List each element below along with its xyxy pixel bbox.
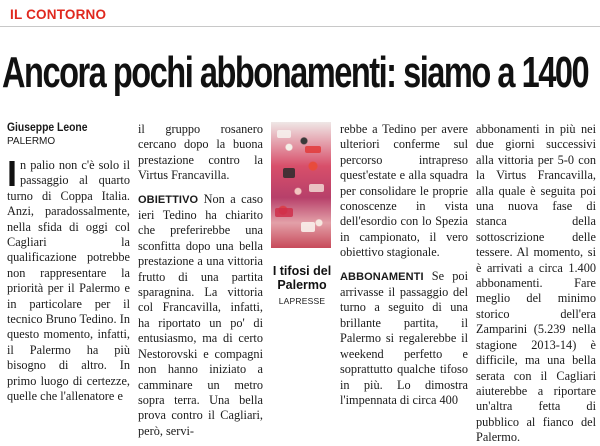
fans-photo — [271, 122, 331, 248]
dateline: PALERMO — [7, 136, 56, 147]
column-3 — [340, 122, 468, 408]
section-label: IL CONTORNO — [10, 7, 107, 22]
column-1-text: n palio non c'è solo il passaggio al quarto turno di Coppa Italia. Anzi, paradossalmente, nella sfida di oggi col Cagliari la qualificazione potrebbe non rappresentare la priorità per il Palermo e in particolare per il tecnico Bruno Tedino. In questo momento, infatti, il Palermo ha più bisogno di altro. In primo luogo di certezze, quelle che l'allenatore e — [7, 158, 130, 404]
article-paragraph — [138, 192, 263, 440]
photo-credit: LAPRESSE — [278, 296, 326, 306]
article-paragraph: il gruppo rosanero cercano dopo la buona prestazione contro la Virtus Francavilla. — [138, 122, 263, 183]
column-2-text: Non a caso ieri Tedino ha chiarito che preferirebbe una sconfitta dopo una bella prestazione a una vittoria frutto di una partita sparagnina. La vittoria col Francavilla, infatti, ha riportato un po' di entusiasmo, ma di certo Nestorovski e compagni non hanno iniziato a camminare un metro sopra terra. Una bella prova contro il Cagliari, però, servi- — [138, 191, 264, 438]
author-name: Giuseppe Leone — [7, 122, 88, 134]
column-3-text: Se poi arrivasse il passaggio del turno a seguito di una brillante partita, il Palermo si regalerebbe il weekend perfetto e soprattutto qualche tifoso in più. Lo dimostra l'impennata di circa 400 — [340, 268, 468, 407]
article-paragraph: abbonamenti in più nei due giorni successivi alla vittoria per 5-0 con la Virtus Francavilla, alla quale è seguita poi una nuova fase di stanca della sottoscrizione delle tessere. Al momento, si è arrivati a circa 1.400 abbonamenti. Fare meglio del minimo storico dell'era Zamparini (5.239 nella stagione 2013-14) è difficile, ma una bella serata con il Cagliari aiuterebbe a riportare un'altra fetta di pubblico al fianco del Palermo. — [476, 122, 596, 445]
column-4 — [476, 122, 596, 446]
kicker-abbonamenti: ABBONAMENTI — [340, 270, 424, 283]
drop-cap: I — [7, 153, 18, 194]
article-paragraph — [340, 269, 468, 409]
kicker-obiettivo: OBIETTIVO — [138, 193, 199, 206]
section-tag — [0, 4, 600, 27]
article-paragraph: rebbe a Tedino per avere ulteriori conferme sul percorso intrapreso quest'estate e alla squadra per consolidare le proprie conoscenze in vista dell'esordio con lo Spezia in campionato, il vero obiettivo stagionale. — [340, 122, 468, 260]
headline: Ancora pochi abbonamenti: siamo a 1400 — [2, 48, 589, 97]
article-paragraph — [7, 153, 130, 405]
column-2 — [138, 122, 263, 439]
column-1 — [7, 122, 130, 405]
photo-caption — [271, 264, 333, 306]
caption-title: I tifosi del Palermo — [272, 264, 332, 292]
